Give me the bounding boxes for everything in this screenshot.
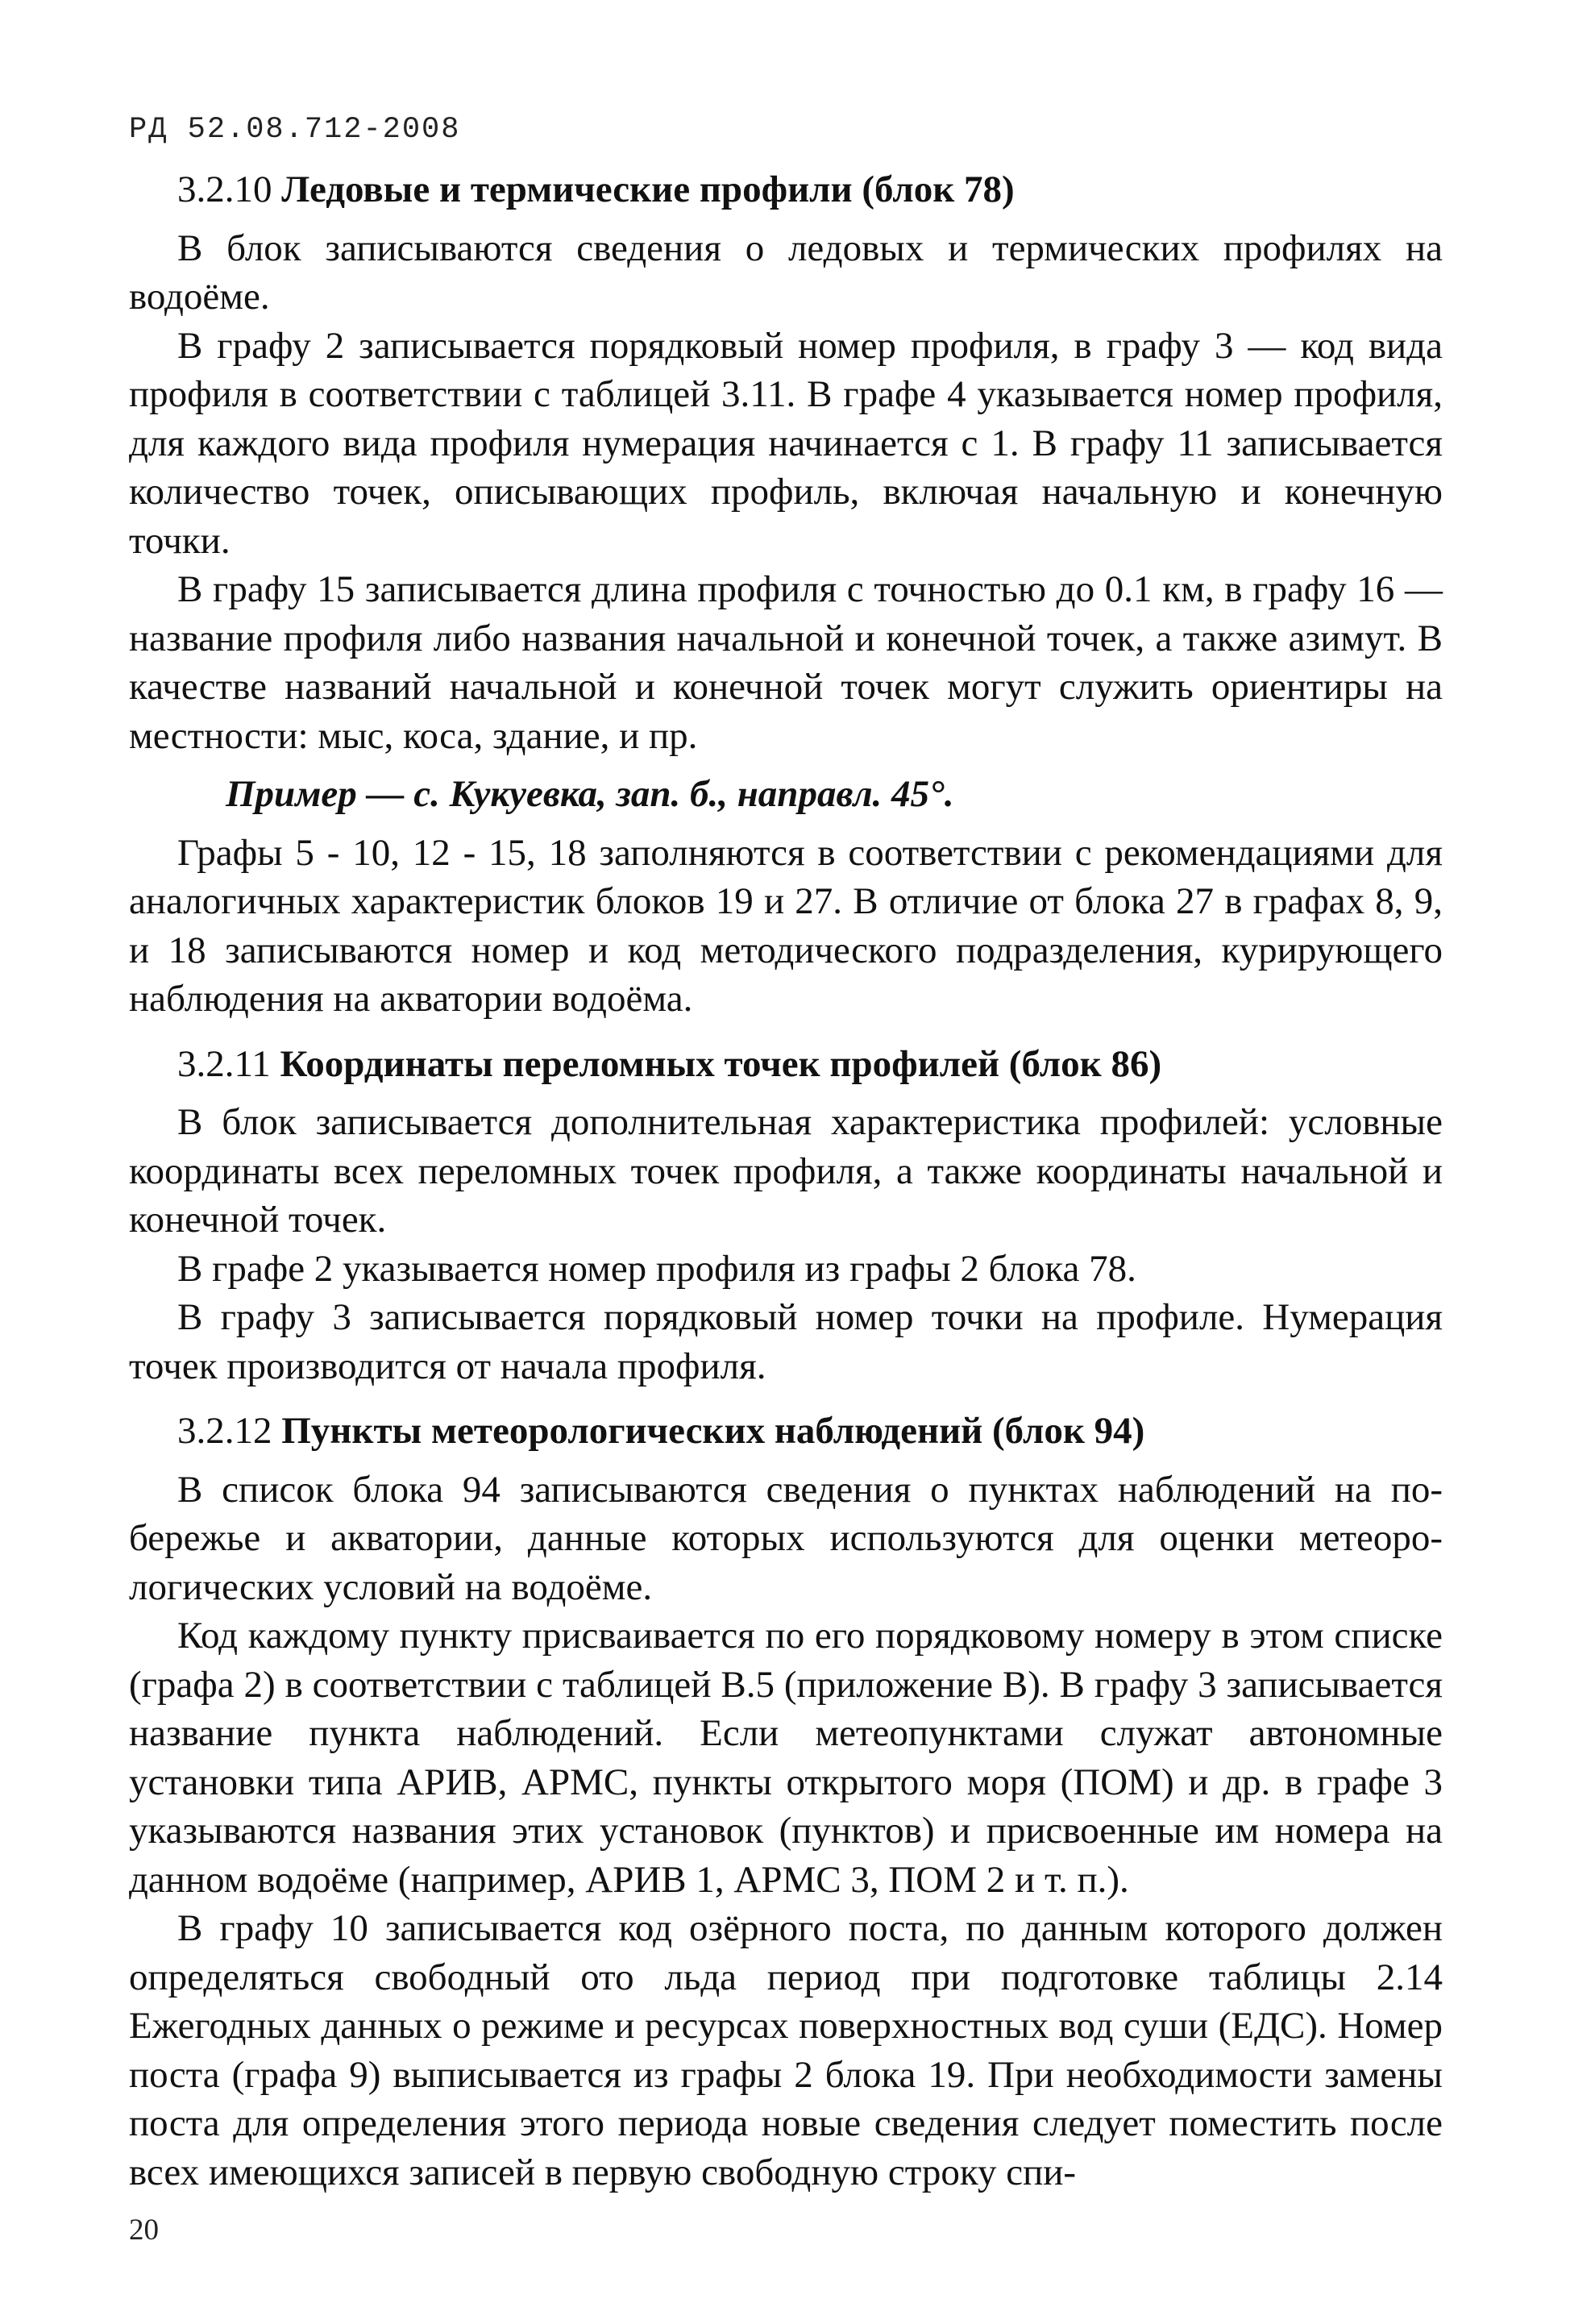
paragraph: В графу 10 записывается код озёрного поста, по данным которого должен определяться свободный ото льда период при подготовке таблицы 2.14 Ежегодных данных о режиме и ресурсах поверхностных вод суши (ЕДС). Номер поста (графа 9) выписывается из графы 2 блока 19. При необходимости замены поста для определения этого периода новые сведения следует поместить после всех имеющихся записей в первую свободную строку спи- xyxy=(129,1907,1443,2193)
running-header: РД 52.08.712-2008 xyxy=(129,113,461,147)
paragraph: В графе 2 указывается номер профиля из графы 2 блока 78. xyxy=(177,1247,1136,1290)
paragraph: В блок записывается дополнительная характеристика профилей: условные координаты всех переломных точек профиля, а также координаты начальной и конечной точек. xyxy=(129,1101,1443,1241)
section-number: 3.2.11 xyxy=(177,1042,271,1085)
page-number: 20 xyxy=(129,2214,159,2247)
document-body xyxy=(129,165,1443,2197)
paragraph: В графу 15 записывается длина профиля с точностью до 0.1 км, в графу 16 — название профиля либо названия начальной и конечной точек, а также азимут. В качестве названий начальной и конечной точек могут служить ориентиры на местности: мыс, коса, здание, и пр. xyxy=(129,568,1443,757)
paragraph: В графу 3 записывается порядковый номер точки на профиле. Нумерация точек производится от начала профиля. xyxy=(129,1296,1443,1387)
section-number: 3.2.10 xyxy=(177,168,272,210)
paragraph: В графу 2 записывается порядковый номер профиля, в графу 3 — код вида профиля в соответствии с таблицей 3.11. В графе 4 указывается номер профиля, для каждого вида профиля нумерация начинается с 1. В графу 11 записывается количество точек, описывающих профиль, включая начальную и конечную точки. xyxy=(129,324,1443,562)
section-heading-3-2-10 xyxy=(129,165,1443,214)
paragraph: В блок записываются сведения о ледовых и термических профилях на водоёме. xyxy=(129,227,1443,318)
section-heading-3-2-11 xyxy=(129,1040,1443,1089)
section-title: Пункты метеорологических наблюдений (блок 94) xyxy=(281,1410,1145,1452)
section-title: Координаты переломных точек профилей (блок 86) xyxy=(280,1042,1162,1085)
paragraph: Графы 5 - 10, 12 - 15, 18 заполняются в соответствии с рекомендациями для аналогичных характеристик блоков 19 и 27. В отличие от блока 27 в графах 8, 9, и 18 записываются номер и код методического подразделения, курирующего наблюдения на акватории водоёма. xyxy=(129,831,1443,1020)
paragraph: В список блока 94 записываются сведения о пунктах наблюдений на побережье и акватории, данные которых используются для оценки метеорологических условий на водоёме. xyxy=(129,1468,1443,1608)
section-heading-3-2-12 xyxy=(129,1407,1443,1456)
section-title: Ледовые и термические профили (блок 78) xyxy=(281,168,1015,210)
example-text: Пример — с. Кукуевка, зап. б., направл. 45°. xyxy=(226,773,954,815)
section-number: 3.2.12 xyxy=(177,1410,272,1452)
paragraph: Код каждому пункту присваивается по его порядковому номеру в этом списке (графа 2) в соответствии с таблицей В.5 (приложение В). В графу 3 записывается название пункта наблюдений. Если метеопунктами служат автономные установки типа АРИВ, АРМС, пункты открытого моря (ПОМ) и др. в графе 3 указываются названия этих установок (пунктов) и присвоенные им номера на данном водоёме (например, АРИВ 1, АРМС 3, ПОМ 2 и т. п.). xyxy=(129,1615,1443,1901)
